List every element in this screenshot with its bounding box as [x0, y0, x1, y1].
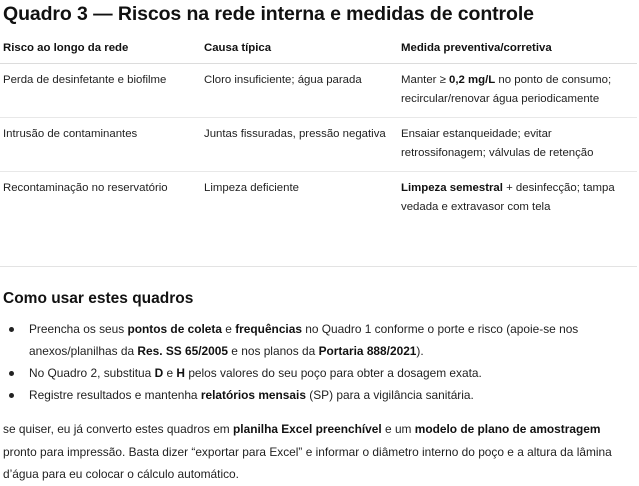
text-run: (SP) para a vigilância sanitária.	[305, 388, 474, 402]
section-divider	[0, 266, 637, 267]
bold-text: pontos de coleta	[127, 322, 222, 336]
text-run: No Quadro 2, substitua	[29, 366, 155, 380]
text-run: no ponto de consumo; recircular/renovar água periodicamente	[401, 74, 612, 105]
header-cause: Causa típica	[201, 34, 398, 64]
cell-risk: Perda de desinfetante e biofilme	[0, 64, 201, 118]
table-header-row	[0, 34, 637, 64]
cell-measure	[398, 172, 637, 226]
table-row	[0, 172, 637, 226]
text-run: Manter ≥	[401, 74, 450, 86]
text-run: se quiser, eu já converto estes quadros em	[3, 422, 234, 436]
cell-risk: Intrusão de contaminantes	[0, 118, 201, 172]
bullet-icon	[9, 327, 14, 332]
text-run: e	[163, 366, 177, 380]
text-run: Preencha os seus	[29, 322, 128, 336]
bold-text: relatórios mensais	[200, 388, 306, 402]
text-run: e	[221, 322, 236, 336]
bold-text: modelo de plano de amostragem	[414, 422, 601, 436]
bold-text: Limpeza semestral	[401, 182, 503, 194]
list-item	[0, 362, 632, 384]
bold-text: Portaria 888/2021	[318, 344, 417, 358]
header-measure: Medida preventiva/corretiva	[398, 34, 637, 64]
bold-text: frequências	[235, 322, 302, 336]
cell-risk: Recontaminação no reservatório	[3, 182, 168, 194]
cell-measure	[398, 118, 637, 172]
bold-text: D	[154, 366, 164, 380]
table-title: Quadro 3 — Riscos na rede interna e medidas de controle	[3, 3, 534, 25]
text-run: e nos planos da	[228, 344, 319, 358]
cell-cause: Juntas fissuradas, pressão negativa	[201, 118, 398, 172]
header-risk: Risco ao longo da rede	[0, 34, 201, 64]
cell-measure	[398, 64, 637, 118]
bold-text: 0,2 mg/L	[449, 74, 496, 86]
text-run: e um	[381, 422, 415, 436]
section-title: Como usar estes quadros	[3, 290, 194, 307]
bold-text: H	[176, 366, 186, 380]
bullet-icon	[9, 393, 14, 398]
list-item-text	[29, 366, 482, 380]
closing-paragraph	[3, 418, 633, 486]
bold-text: Res. SS 65/2005	[137, 344, 228, 358]
cell-cause: Limpeza deficiente	[204, 182, 299, 194]
text-run: + desinfecção; tampa vedada e extravasor com tela	[401, 182, 615, 213]
list-item-text	[29, 388, 474, 402]
text-run: no Quadro 1 conforme o porte e risco (apoie-se nos anexos/planilhas da	[29, 322, 579, 358]
text-run: pronto para impressão. Basta dizer “exportar para Excel” e informar o diâmetro interno do poço e a altura da lâmina d’água para eu colocar o cálculo automático.	[3, 444, 612, 481]
text-run: Registre resultados e mantenha	[29, 388, 201, 402]
list-item	[0, 318, 632, 362]
bullet-icon	[9, 371, 14, 376]
table-row	[0, 64, 637, 118]
list-item-text	[29, 322, 578, 358]
cell-cause: Cloro insuficiente; água parada	[201, 64, 398, 118]
risk-table	[0, 34, 637, 225]
bold-text: planilha Excel preenchível	[233, 422, 382, 436]
usage-list	[0, 318, 632, 406]
list-item	[0, 384, 632, 406]
table-row	[0, 118, 637, 172]
text-run: pelos valores do seu poço para obter a dosagem exata.	[185, 366, 482, 380]
text-run: ).	[416, 344, 424, 358]
text-run: Ensaiar estanqueidade; evitar retrossifonagem; válvulas de retenção	[401, 128, 594, 159]
